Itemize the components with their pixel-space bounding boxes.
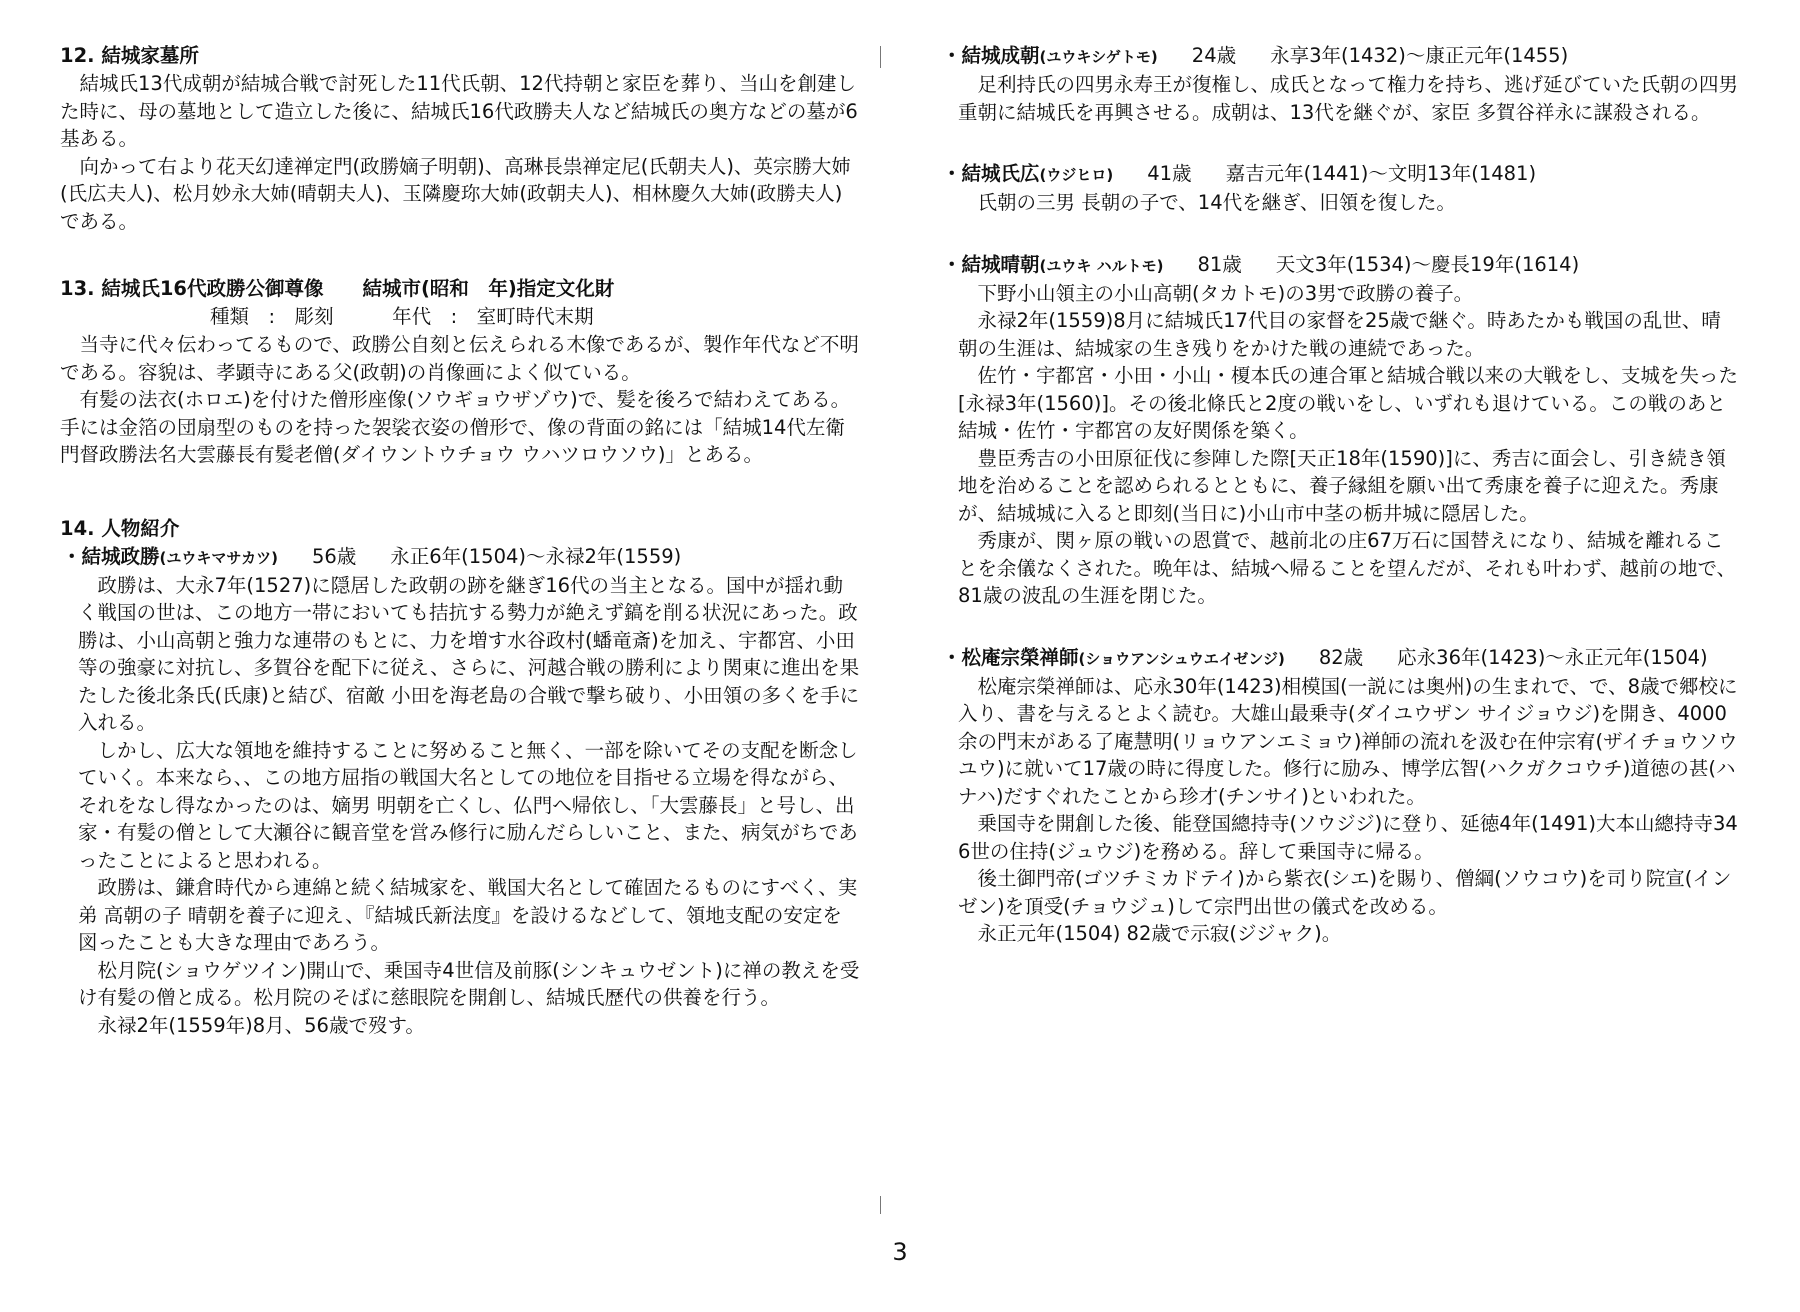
person-age: 82歳 <box>1318 645 1364 669</box>
person-years: 嘉吉元年(1441)～文明13年(1481) <box>1225 162 1537 185</box>
section-title: 12. 結城家墓所 <box>60 44 199 67</box>
person-entry <box>940 160 1740 217</box>
person-heading <box>62 543 860 572</box>
paragraph: 佐竹・宇都宮・小田・小山・榎本氏の連合軍と結城合戦以来の大戦をし、支城を失った[永禄3年(1560)]。その後北條氏と2度の戦いをし、いずれも退けている。この戦のあと結城・佐竹・宇都宮の友好関係を築く。 <box>958 364 1739 442</box>
person-body <box>60 572 860 1040</box>
paragraph: 下野小山領主の小山高朝(タカトモ)の3男で政勝の養子。 <box>977 281 1474 305</box>
person-reading: (ショウアンシュウエイゼンジ) <box>1078 649 1285 668</box>
person-name: ・結城氏広 <box>942 162 1040 185</box>
section-14 <box>60 515 860 1040</box>
paragraph: 政勝は、鎌倉時代から連綿と続く結城家を、戦国大名として確固たるものにすべく、実弟 高朝の子 晴朝を養子に迎え、『結城氏新法度』を設けるなどして、領地支配の安定を図ったことも大きな理由であろう。 <box>78 876 858 954</box>
paragraph: 有髪の法衣(ホロエ)を付けた僧形座像(ソウギョウザゾウ)で、髪を後ろで結わえてある。手には金箔の団扇型のものを持った袈裟衣姿の僧形で、像の背面の銘には「結城14代左衛門督政勝法名大雲藤長有髪老僧(ダイウントウチョウ ウハツロウソウ)」とある。 <box>60 388 851 466</box>
paragraph: 永正元年(1504) 82歳で示寂(ジジャク)。 <box>977 922 1342 945</box>
section-title: 14. 人物紹介 <box>60 516 180 540</box>
person-name: ・結城晴朝 <box>942 252 1040 276</box>
left-column <box>60 42 860 1079</box>
person-heading <box>942 251 1740 280</box>
right-column <box>940 42 1740 982</box>
person-age: 81歳 <box>1197 252 1242 276</box>
person-age: 56歳 <box>311 544 357 568</box>
person-body <box>940 71 1740 126</box>
section-title: 13. 結城氏16代政勝公御尊像 結城市(昭和 年)指定文化財 <box>60 277 615 300</box>
paragraph: 秀康が、関ヶ原の戦いの恩賞で、越前北の庄67万石に国替えになり、結城を離れることを余儀なくされた。晩年は、結城へ帰ることを望んだが、それも叶わず、越前の地で、81歳の波乱の生涯を閉じた。 <box>958 529 1737 607</box>
person-heading <box>942 160 1740 189</box>
person-reading: (ウジヒロ) <box>1039 166 1114 184</box>
paragraph: 松庵宗榮禅師は、応永30年(1423)相模国(一説には奥州)の生まれで、で、8歳で郷校に入り、書を与えるとよく読む。大雄山最乗寺(ダイユウザン サイジョウジ)を開き、4000余の門末がある了庵慧明(リョウアンエミョウ)禅師の流れを汲む在仲宗宥(ザイチョウソウユウ)に就いて17歳の時に得度した。修行に励み、博学広智(ハクガクコウチ)道徳の甚(ハナハ)だすぐれたことから珍才(チンサイ)といわれた。 <box>958 674 1738 808</box>
person-entry <box>940 251 1740 610</box>
person-heading <box>942 644 1740 673</box>
person-entry <box>940 42 1740 126</box>
person-years: 天文3年(1534)～慶長19年(1614) <box>1275 252 1580 276</box>
column-separator-top <box>880 46 881 68</box>
person-years: 永享3年(1432)～康正元年(1455) <box>1270 44 1569 67</box>
paragraph: 後土御門帝(ゴツチミカドテイ)から紫衣(シエ)を賜り、僧綱(ソウコウ)を司り院宣(インゼン)を頂受(チョウジュ)して宗門出世の儀式を改める。 <box>958 867 1732 918</box>
person-heading <box>942 42 1740 71</box>
paragraph: 永禄2年(1559年)8月、56歳で歿す。 <box>97 1013 425 1037</box>
section-13 <box>60 275 860 469</box>
person-reading: (ユウキ ハルトモ) <box>1039 256 1164 275</box>
person-body <box>940 673 1740 948</box>
person-body <box>940 280 1740 610</box>
paragraph: 氏朝の三男 長朝の子で、14代を継ぎ、旧領を復した。 <box>977 191 1456 214</box>
paragraph: しかし、広大な領地を維持することに努めること無く、一部を除いてその支配を断念していく。本来なら、、この地方屈指の戦国大名としての地位を目指せる立場を得ながら、それをなし得なかったのは、嫡男 明朝を亡くし、仏門へ帰依し、「大雲藤長」と号し、出家・有髪の僧として大瀬谷に観音堂を営み修行に励んだらしいこと、また、病気がちであったことによると思われる。 <box>78 738 858 872</box>
person-entry <box>940 644 1740 948</box>
person-name: ・結城政勝 <box>62 544 160 568</box>
person-years: 応永36年(1423)～永正元年(1504) <box>1397 645 1708 669</box>
paragraph: 当寺に代々伝わってるもので、政勝公自刻と伝えられる木像であるが、製作年代など不明である。容貌は、孝顕寺にある父(政朝)の肖像画によく似ている。 <box>60 333 859 384</box>
column-separator-bottom <box>880 1196 881 1214</box>
paragraph: 結城氏13代成朝が結城合戦で討死した11代氏朝、12代持朝と家臣を葬り、当山を創建した時に、母の墓地として造立した後に、結城氏16代政勝夫人など結城氏の奥方などの墓が6基ある。 <box>60 72 858 150</box>
paragraph: 向かって右より花天幻達禅定門(政勝嫡子明朝)、高琳長祟禅定尼(氏朝夫人)、英宗勝大姉(氏広夫人)、松月妙永大姉(晴朝夫人)、玉隣慶珎大姉(政朝夫人)、相林慶久大姉(政勝夫人)である。 <box>60 154 851 233</box>
person-age: 24歳 <box>1191 44 1237 67</box>
paragraph: 足利持氏の四男永寿王が復権し、成氏となって権力を持ち、逃げ延びていた氏朝の四男重朝に結城氏を再興させる。成朝は、13代を継ぐが、家臣 多賀谷祥永に謀殺される。 <box>958 73 1739 124</box>
person-reading: (ユウキシゲトモ) <box>1039 48 1158 66</box>
person-body <box>940 189 1740 217</box>
person-reading: (ユウキマサカツ) <box>159 548 278 567</box>
paragraph: 乗国寺を開創した後、能登国總持寺(ソウジジ)に登り、延徳4年(1491)大本山總持寺346世の住持(ジュウジ)を務める。辞して乗国寺に帰る。 <box>958 812 1738 863</box>
paragraph: 豊臣秀吉の小田原征伐に参陣した際[天正18年(1590)]に、秀吉に面会し、引き続き領地を治めることを認められるとともに、養子縁組を願い出て秀康を養子に迎えた。秀康が、結城城に入ると即刻(当日に)小山市中茎の栃井城に隠居した。 <box>958 446 1726 525</box>
person-age: 41歳 <box>1147 162 1192 185</box>
section-meta: 種類 : 彫刻 年代 : 室町時代末期 <box>210 305 594 328</box>
section-12 <box>60 42 860 235</box>
paragraph: 政勝は、大永7年(1527)に隠居した政朝の跡を継ぎ16代の当主となる。国中が揺れ動く戦国の世は、この地方一帯においても拮抗する勢力が絶えず鎬を削る状況にあった。政勝は、小山高朝と強力な連帯のもとに、力を増す水谷政村(蟠竜斎)を加え、宇都宮、小田等の強豪に対抗し、多賀谷を配下に従え、さらに、河越合戦の勝利により関東に進出を果たした後北条氏(氏康)と結び、宿敵 小田を海老島の合戦で撃ち破り、小田領の多くを手に入れる。 <box>78 573 860 734</box>
paragraph: 松月院(ショウゲツイン)開山で、乗国寺4世信及前豚(シンキュウゼント)に禅の教えを受け有髪の僧と成る。松月院のそばに慈眼院を開創し、結城氏歴代の供養を行う。 <box>78 958 860 1009</box>
person-name: ・松庵宗榮禅師 <box>942 645 1079 669</box>
person-name: ・結城成朝 <box>942 44 1040 67</box>
paragraph: 永禄2年(1559)8月に結城氏17代目の家督を25歳で継ぐ。時あたかも戦国の乱世、晴朝の生涯は、結城家の生き残りをかけた戦の連続であった。 <box>958 309 1721 360</box>
page-number: 3 <box>892 1238 908 1266</box>
person-years: 永正6年(1504)～永禄2年(1559) <box>390 544 682 568</box>
